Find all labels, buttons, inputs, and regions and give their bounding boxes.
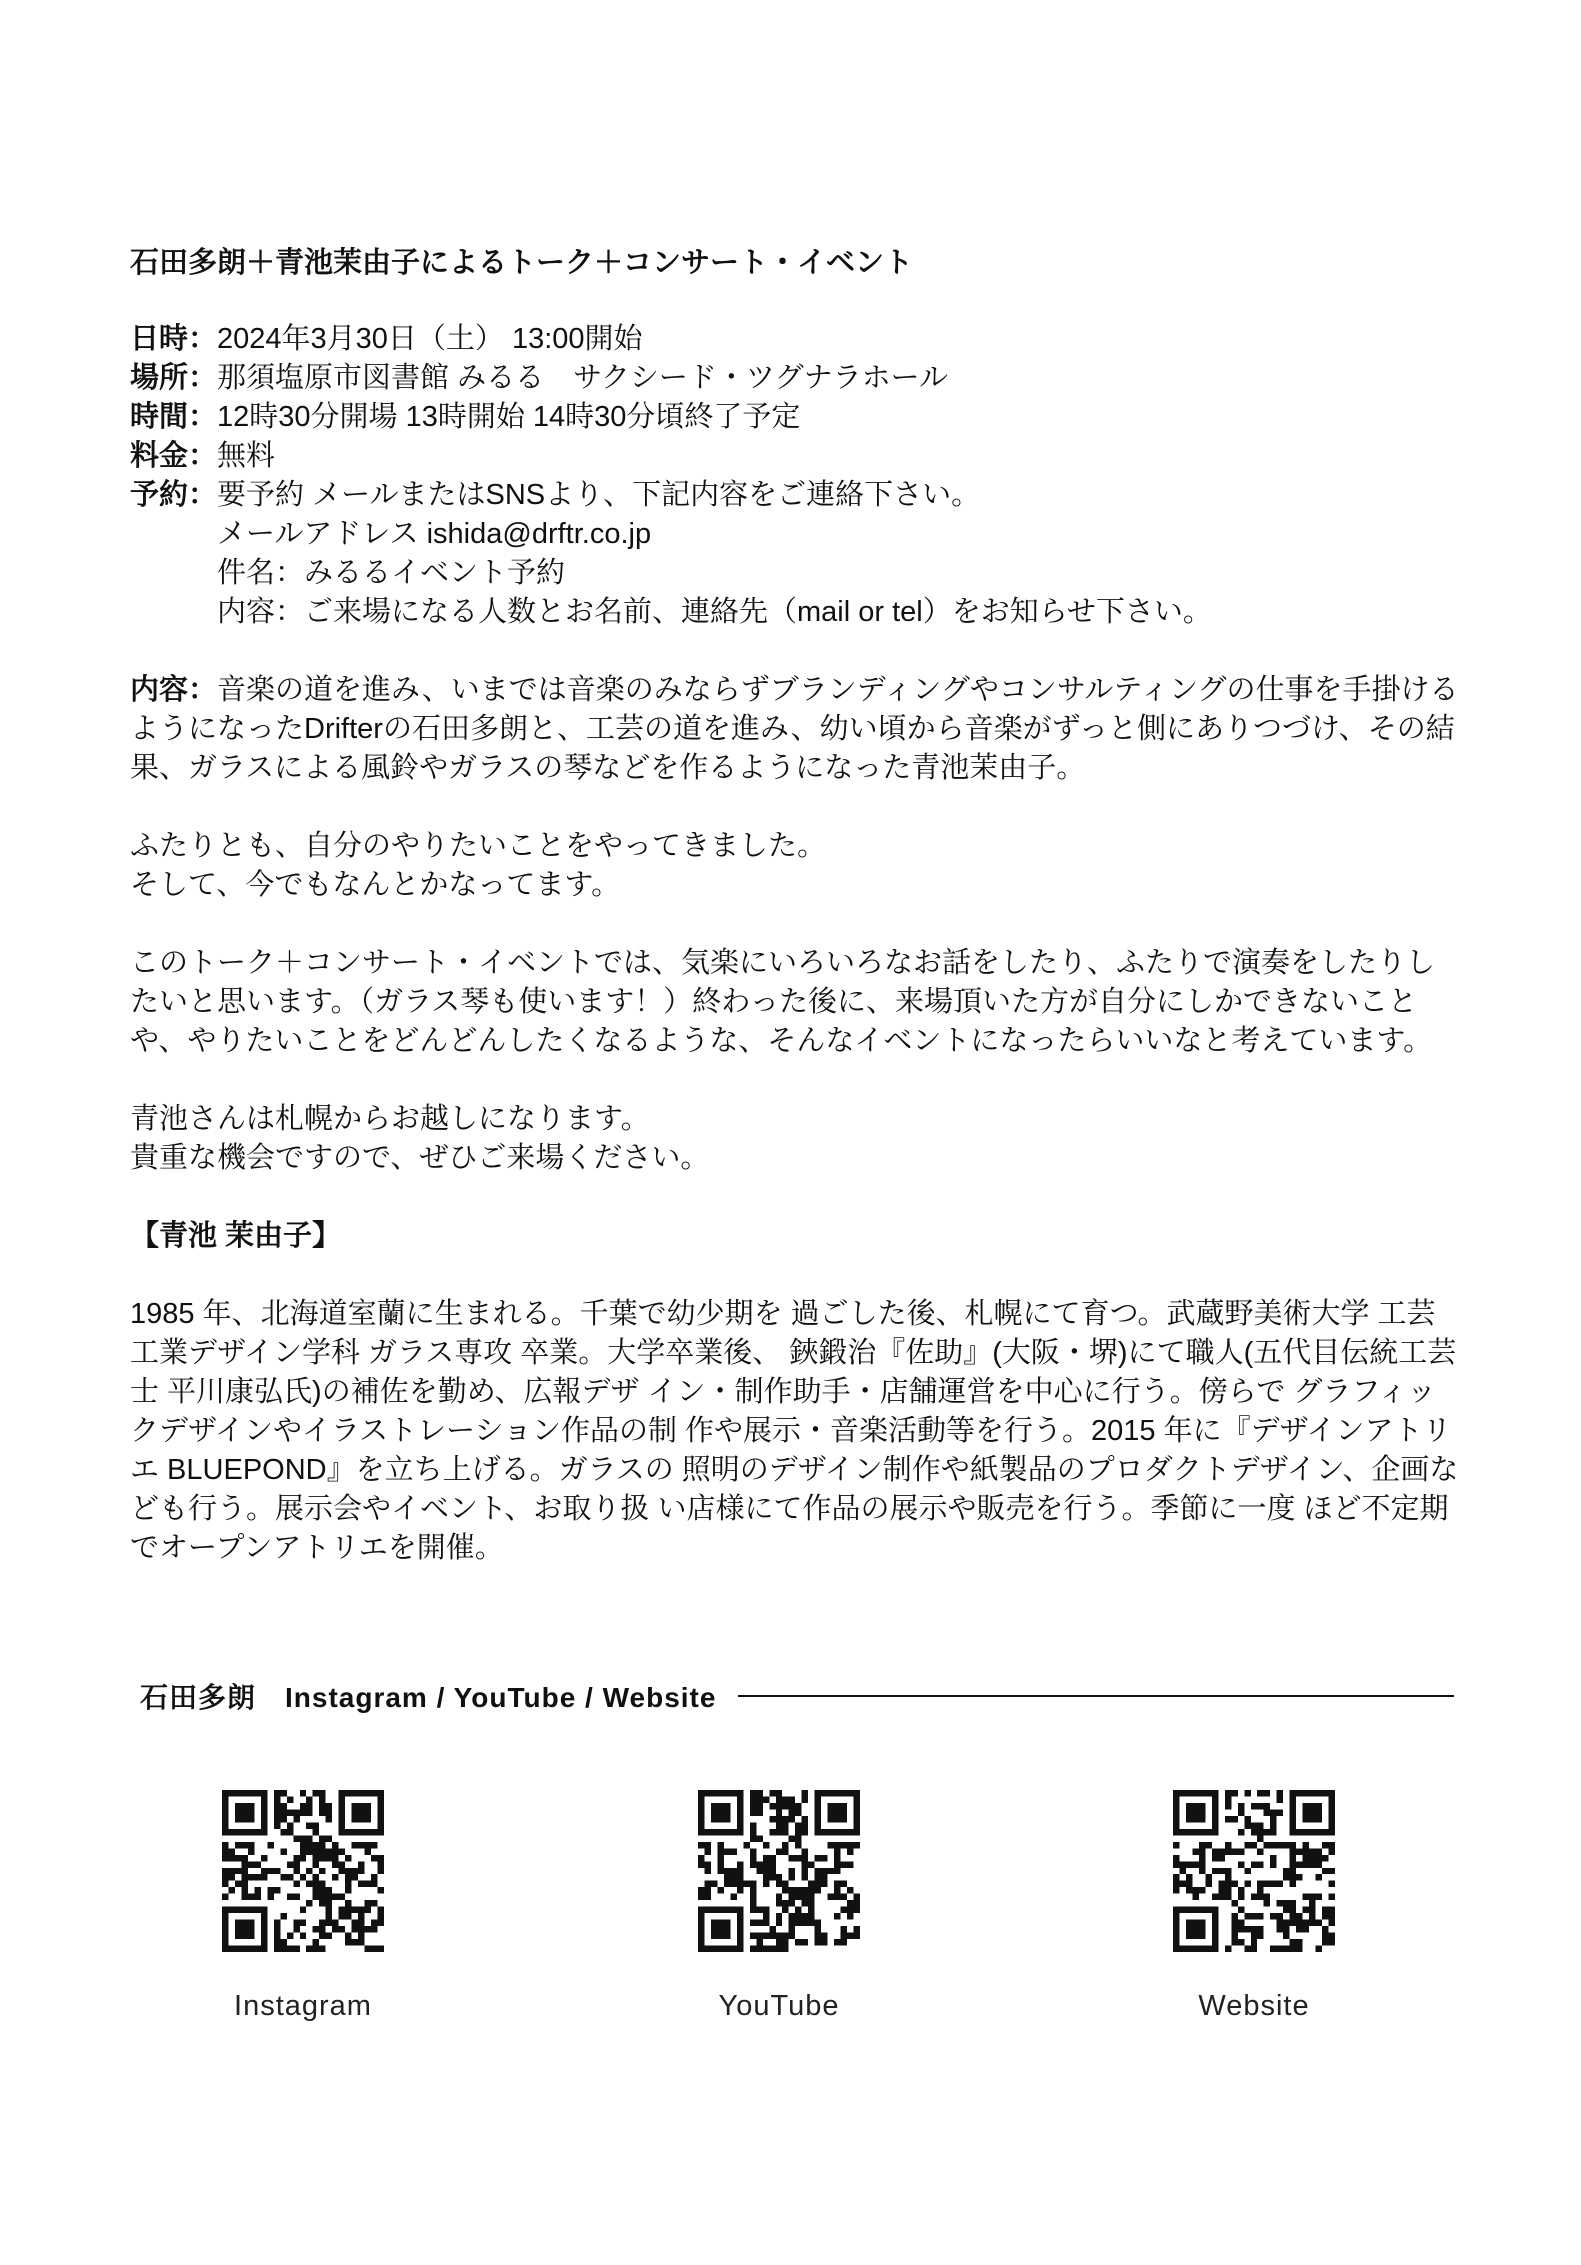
fee-value: 無料 (217, 440, 276, 472)
reservation-content: 内容：ご来場になる人数とお名前、連絡先（mail or tel）をお知らせ下さい。 (217, 596, 1212, 628)
reservation-subject: 件名：みるるイベント予約 (217, 557, 566, 589)
content-label: 内容： (130, 674, 218, 706)
reservation-email: メールアドレス ishida@drftr.co.jp (217, 518, 652, 550)
paragraph-4-line-2: 貴重な機会ですので、ぜひご来場ください。 (130, 1142, 710, 1174)
paragraph-3: このトーク＋コンサート・イベントでは、気楽にいろいろなお話をしたり、ふたりで演奏をしたりしたいと思います。（ガラス琴も使います！）終わった後に、来場頂いた方が自分にしかできないことや、やりたいことをどんどんしたくなるような、そんなイベントになったらいいなと考えています。 (130, 947, 1436, 1057)
time-value: 12時30分開場 13時開始 14時30分頃終了予定 (217, 401, 801, 433)
date-value: 2024年3月30日（土） 13:00開始 (217, 323, 643, 355)
reservation-value: 要予約 メールまたはSNSより、下記内容をご連絡下さい。 (217, 479, 981, 511)
instagram-qr-code-icon[interactable] (222, 1790, 384, 1952)
reservation-label: 予約： (130, 479, 218, 511)
date-label: 日時： (130, 323, 218, 355)
sns-heading: 石田多朗 Instagram / YouTube / Website (140, 1682, 717, 1713)
content-paragraph (130, 671, 1460, 788)
youtube-label[interactable]: YouTube (718, 1990, 840, 2022)
reservation-row (130, 476, 1460, 515)
paragraph-2-line-1: ふたりとも、自分のやりたいことをやってきました。 (130, 830, 827, 862)
website-qr-code-icon[interactable] (1173, 1790, 1335, 1952)
website-label[interactable]: Website (1198, 1990, 1310, 2022)
profile-heading: 【青池 茉由子】 (130, 1220, 342, 1252)
fee-row (130, 437, 1460, 476)
profile-bio: 1985 年、北海道室蘭に生まれる。千葉で幼少期を 過ごした後、札幌にて育つ。武蔵野美術大学 工芸工業デザイン学科 ガラス専攻 卒業。大学卒業後、 鋏鍛治『佐助』(大阪・堺)にて職人(五代目伝統工芸士 平川康弘氏)の補佐を勤め、広報デザ イン・制作助手・店舗運営を中心に行う。傍らで グラフィックデザインやイラストレーション作品の制 作や展示・音楽活動等を行う。2015 年に『デザインアトリエ BLUEPOND』を立ち上げる。ガラスの 照明のデザイン制作や紙製品のプロダクトデザイン、企画なども行う。展示会やイベント、お取り扱 い店様にて作品の展示や販売を行う。季節に一度 ほど不定期でオープンアトリエを開催。 (130, 1298, 1459, 1564)
venue-row (130, 359, 1460, 398)
event-info (130, 320, 1460, 1568)
paragraph-4-line-1: 青池さんは札幌からお越しになります。 (130, 1103, 650, 1135)
sns-divider (738, 1695, 1454, 1697)
venue-value: 那須塩原市図書館 みるる サクシード・ツグナラホール (217, 362, 949, 394)
instagram-label[interactable]: Instagram (234, 1990, 372, 2022)
date-row (130, 320, 1460, 359)
event-title: 石田多朗＋青池茉由子によるトーク＋コンサート・イベント (130, 247, 914, 279)
content-text: 音楽の道を進み、いまでは音楽のみならずブランディングやコンサルティングの仕事を手掛けるようになったDrifterの石田多朗と、工芸の道を進み、幼い頃から音楽がずっと側にありつづけ、その結果、ガラスによる風鈴やガラスの琴などを作るようになった青池茉由子。 (130, 674, 1459, 784)
fee-label: 料金： (130, 440, 218, 472)
time-row (130, 398, 1460, 437)
paragraph-2-line-2: そして、今でもなんとかなってます。 (130, 869, 621, 901)
venue-label: 場所： (130, 362, 218, 394)
youtube-qr-code-icon[interactable] (698, 1790, 860, 1952)
time-label: 時間： (130, 401, 218, 433)
